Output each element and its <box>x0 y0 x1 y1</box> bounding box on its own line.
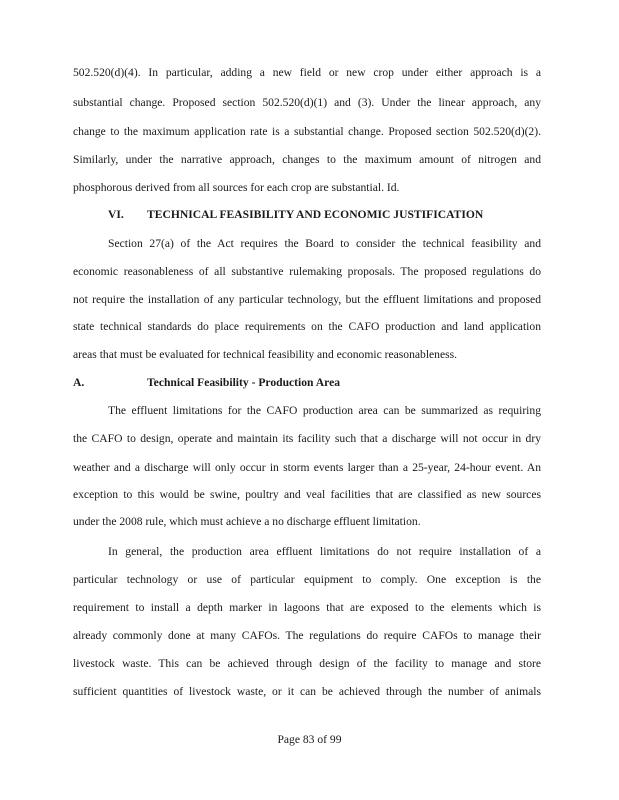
page-number-footer: Page 83 of 99 <box>277 733 342 746</box>
paragraph-2-line-4: state technical standards do place requirements on the CAFO production and land application <box>73 320 541 333</box>
subheading-title: Technical Feasibility - Production Area <box>147 376 341 389</box>
paragraph-1-line-2: substantial change. Proposed section 502.520(d)(1) and (3). Under the linear approach, any <box>73 96 541 109</box>
paragraph-3-line-3: weather and a discharge will only occur in storm events larger than a 25-year, 24-hour event. An <box>73 461 541 474</box>
paragraph-1-line-1: 502.520(d)(4). In particular, adding a new field or new crop under either approach is a <box>73 66 541 79</box>
paragraph-2-line-5: areas that must be evaluated for technical feasibility and economic reasonableness. <box>73 348 458 361</box>
paragraph-4-line-4: already commonly done at many CAFOs. The regulations do require CAFOs to manage their <box>73 629 541 642</box>
subheading-letter: A. <box>73 376 85 389</box>
paragraph-3-line-2: the CAFO to design, operate and maintain its facility such that a discharge will not occur in dry <box>73 432 541 445</box>
paragraph-4-line-2: particular technology or use of particular equipment to comply. One exception is the <box>73 573 541 586</box>
paragraph-1-line-4: Similarly, under the narrative approach, changes to the maximum amount of nitrogen and <box>73 153 541 166</box>
paragraph-4-line-6: sufficient quantities of livestock waste, or it can be achieved through the number of animals <box>73 685 541 698</box>
section-heading-number: VI. <box>108 208 124 221</box>
paragraph-1-line-5: phosphorous derived from all sources for each crop are substantial. Id. <box>73 181 400 194</box>
paragraph-2-line-1: Section 27(a) of the Act requires the Board to consider the technical feasibility and <box>108 237 541 250</box>
paragraph-3-line-1: The effluent limitations for the CAFO production area can be summarized as requiring <box>108 404 541 417</box>
section-heading-title: TECHNICAL FEASIBILITY AND ECONOMIC JUSTIFICATION <box>147 208 484 221</box>
paragraph-2-line-3: not require the installation of any particular technology, but the effluent limitations and proposed <box>73 293 541 306</box>
paragraph-3-line-5: under the 2008 rule, which must achieve a no discharge effluent limitation. <box>73 515 421 528</box>
paragraph-4-line-3: requirement to install a depth marker in lagoons that are exposed to the elements which is <box>73 601 541 614</box>
paragraph-4-line-1: In general, the production area effluent limitations do not require installation of a <box>108 545 541 558</box>
paragraph-4-line-5: livestock waste. This can be achieved through design of the facility to manage and store <box>73 657 541 670</box>
paragraph-2-line-2: economic reasonableness of all substantive rulemaking proposals. The proposed regulations do <box>73 265 541 278</box>
paragraph-3-line-4: exception to this would be swine, poultry and veal facilities that are classified as new sources <box>73 488 541 501</box>
paragraph-1-line-3: change to the maximum application rate is a substantial change. Proposed section 502.520(d)(2). <box>73 125 541 138</box>
